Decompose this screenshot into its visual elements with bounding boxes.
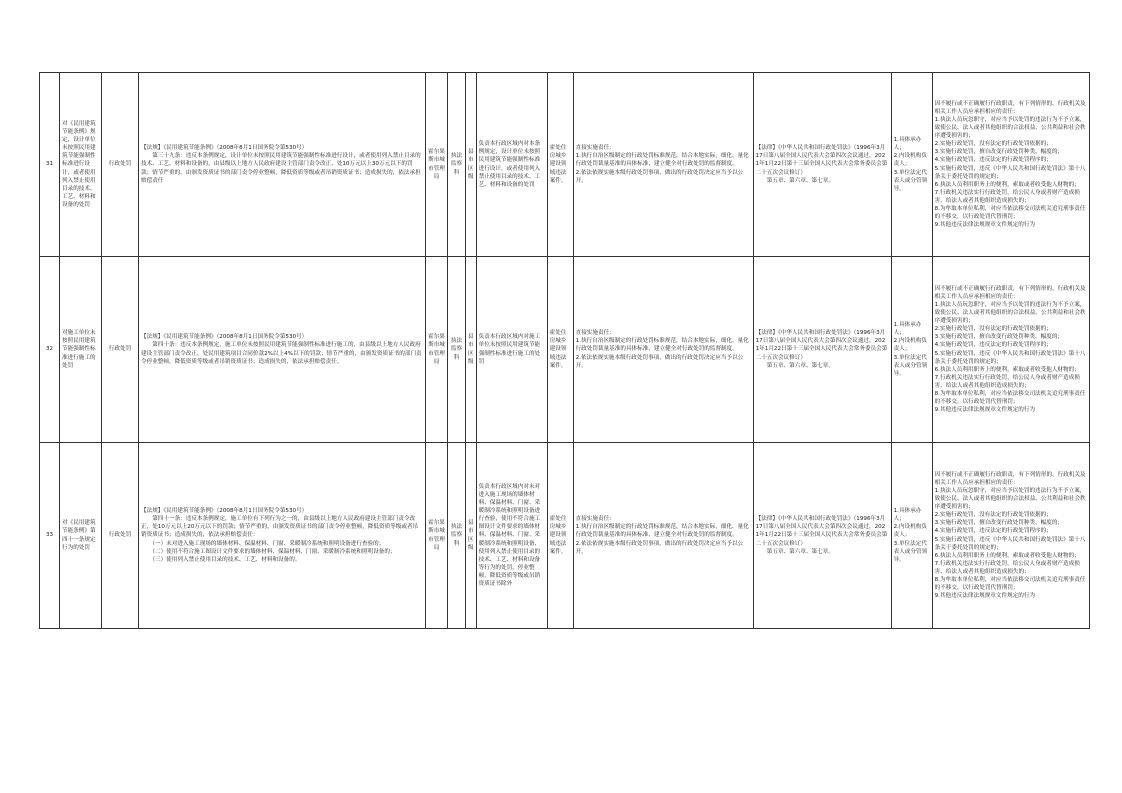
legal-basis: 【法规】《民用建筑节能条例》（2008年8月1日国务院令第530号） 第三十九条：违反本条例规定，设计单位未按照民用建筑节能强制性标准进行设计，或者使用列入禁止目录的技术、工艺、材料和设备的，由县级以上地方人民政府建设主管部门责令改正，处10万元以上30万元以下的罚款；情节严重的，由颁发资质证书的部门责令停业整顿，降低资质等级或者吊销资质证书；造成损失的，依法承担赔偿责任 — [139, 73, 426, 257]
item-type: 行政处罚 — [102, 257, 139, 443]
accountability: 因不履行或不正确履行行政职责，有下列情形的，行政机关及相关工作人员应承担相应的责任： 1.执法人员玩忽职守，对应当予以处罚的违法行为不予立案，致使公民、法人或者其他组织的合法权益、公共利益和社会秩序遭受损害的； 2.实施行政处罚，没有法定的行政处罚依据的； 3.实施行政处罚，擅自改变行政处罚种类、幅度的； 4.实施行政处罚，违反法定的行政处罚程序的； 5.实施行政处罚，违反《中华人民共和国行政处罚法》第十八条关于委托处罚的规定的； 6.执法人员利用职务上的便利，索取或者收受他人财物的； 7.行政机关违法实行行政处罚，给公民人身或者财产造成损害、给法人或者其他组织造成损失的； 8.为牟取本单位私利，对应当依法移交司法机关追究刑事责任的不移交，以行政处罚代替刑罚； 9.其他违反法律法规规章文件规定的行为 — [932, 443, 1089, 629]
accountability: 因不履行或不正确履行行政职责，有下列情形的，行政机关及相关工作人员应承担相应的责任： 1.执法人员玩忽职守，对应当予以处罚的违法行为不予立案，致使公民、法人或者其他组织的合法权益、公共利益和社会秩序遭受损害的； 2.实施行政处罚，没有法定的行政处罚依据的； 3.实施行政处罚，擅自改变行政处罚种类、幅度的； 4.实施行政处罚，违反法定的行政处罚程序的； 5.实施行政处罚，违反《中华人民共和国行政处罚法》第十八条关于委托处罚的规定的； 6.执法人员利用职务上的便利，索取或者收受他人财物的； 7.行政机关违法实行行政处罚，给公民人身或者财产造成损害、给法人或者其他组织造成损失的； 8.为牟取本单位私利，对应当依法移交司法机关追究刑事责任的不移交，以行政处罚代替刑罚； 9.其他违反法律法规规章文件规定的行为 — [932, 257, 1089, 443]
item-name: 对《民用建筑节能条例》规定，设计单位未按照民用建筑节能强制性标准进行设计，或者使用列入禁止使用目录的技术、工艺、材料和设备的处罚 — [60, 73, 102, 257]
law-reference: 【法律】《中华人民共和国行政处罚法》（1996年3月17日第八届全国人民代表大会第四次会议通过，2021年1月22日第十三届全国人民代表大会常务委员会第二十五次会议修订） 第五章、第六章、第七章。 — [753, 73, 891, 257]
item-type: 行政处罚 — [102, 443, 139, 629]
scope: 负责本行政区域内对未对进入施工现场的墙体材料、保温材料、门窗、采暖制冷系统和照明设备进行查验，使用不符合施工图设计文件要求的墙体材料、保温材料、门窗、采暖制冷系统和照明设备，使用列入禁止使用目录的技术、工艺、材料和设备等行为的处罚，停业整顿，降低资质等级或吊销资质证书除外 — [476, 443, 547, 629]
enforcement-subject: 执法监察科 — [448, 73, 466, 257]
responsible-persons: 1.具体承办人； 2.内设机构负责人； 3.单位法定代表人或分管领导。 — [891, 257, 932, 443]
law-reference: 【法律】《中华人民共和国行政处罚法》（1996年3月17日第八届全国人民代表大会第四次会议通过，2021年1月22日第十三届全国人民代表大会常务委员会第二十五次会议修订） 第五章、第六章、第七章。 — [753, 443, 891, 629]
handling-unit: 霍处住房城乡建设领域违法案件。 — [547, 257, 573, 443]
responsibility-table — [39, 72, 1090, 629]
enforcement-subject: 执法监察科 — [448, 443, 466, 629]
table-row — [40, 257, 1090, 443]
admin-level: 县市区级 — [466, 443, 477, 629]
legal-basis: 【法规】《民用建筑节能条例》（2008年8月1日国务院令第530号） 第四十一条：违反本条例规定，施工单位有下列行为之一的，由县级以上地方人民政府建设主管部门责令改正，处10万元以上20万元以下的罚款；情节严重的，由颁发资质证书的部门责令停业整顿，降低资质等级或者吊销资质证书；造成损失的，依法承担赔偿责任： （一）未对进入施工现场的墙体材料、保温材料、门窗、采暖制冷系统和照明设备进行查验的； （二）使用不符合施工图设计文件要求的墙体材料、保温材料、门窗、采暖制冷系统和照明设备的； （三）使用列入禁止使用目录的技术、工艺、材料和设备的。 — [139, 443, 426, 629]
admin-level: 县市区级 — [466, 73, 477, 257]
row-number: 31 — [40, 73, 60, 257]
row-number: 32 — [40, 257, 60, 443]
legal-basis: 【法规】《民用建筑节能条例》（2008年8月1日国务院令第530号） 第四十条：违反本条例规定，施工单位未按照民用建筑节能强制性标准进行施工的，由县级以上地方人民政府建设主管部门责令改正，处民用建筑项目合同价款2%以上4%以下的罚款；情节严重的，由颁发资质证书的部门责令停业整顿，降低资质等级或者吊销资质证书；造成损失的，依法承担赔偿责任。 — [139, 257, 426, 443]
responsible-persons: 1.具体承办人； 2.内设机构负责人； 3.单位法定代表人或分管领导。 — [891, 443, 932, 629]
table-row — [40, 443, 1090, 629]
duty: 直接实施责任： 1.执行自治区级制定的行政处罚标准规范，结合本地实际，细化、量化行政处罚裁量基准的具体标准，建立健全对行政处罚的监督制度。 2.依法依规实施本级行政处罚事项，做出的行政处罚决定应当予以公开。 — [573, 257, 753, 443]
enforcement-subject: 执法监察科 — [448, 257, 466, 443]
admin-level: 县市区级 — [466, 257, 477, 443]
row-number: 33 — [40, 443, 60, 629]
accountability: 因不履行或不正确履行行政职责，有下列情形的，行政机关及相关工作人员应承担相应的责任： 1.执法人员玩忽职守，对应当予以处罚的违法行为不予立案，致使公民、法人或者其他组织的合法权益、公共利益和社会秩序遭受损害的； 2.实施行政处罚，没有法定的行政处罚依据的； 3.实施行政处罚，擅自改变行政处罚种类、幅度的； 4.实施行政处罚，违反法定的行政处罚程序的； 5.实施行政处罚，违反《中华人民共和国行政处罚法》第十八条关于委托处罚的规定的； 6.执法人员利用职务上的便利，索取或者收受他人财物的； 7.行政机关违法实行行政处罚，给公民人身或者财产造成损害、给法人或者其他组织造成损失的； 8.为牟取本单位私利，对应当依法移交司法机关追究刑事责任的不移交，以行政处罚代替刑罚； 9.其他违反法律法规规章文件规定的行为 — [932, 73, 1089, 257]
department: 霍尔果斯市城市管理局 — [426, 257, 448, 443]
law-reference: 【法律】《中华人民共和国行政处罚法》（1996年3月17日第八届全国人民代表大会第四次会议通过，2021年1月22日第十三届全国人民代表大会常务委员会第二十五次会议修订） 第五章、第六章、第七章。 — [753, 257, 891, 443]
scope: 负责本行政区域内对本条例规定，设计单位未按照民用建筑节能强制性标准进行设计，或者使用列入禁止使用目录的技术、工艺、材料和设备的处罚 — [476, 73, 547, 257]
table-row — [40, 73, 1090, 257]
duty: 直接实施责任： 1.执行自治区级制定的行政处罚标准规范，结合本地实际，细化、量化行政处罚裁量基准的具体标准，建立健全对行政处罚的监督制度。 2.依法依规实施本级行政处罚事项，做出的行政处罚决定应当予以公开。 — [573, 73, 753, 257]
department: 霍尔果斯市城市管理局 — [426, 443, 448, 629]
scope: 负责本行政区域内对施工单位未按照民用建筑节能强制性标准进行施工的处罚 — [476, 257, 547, 443]
duty: 直接实施责任： 1.执行自治区级制定的行政处罚标准规范，结合本地实际，细化、量化行政处罚裁量基准的具体标准，建立健全对行政处罚的监督制度。 2.依法依规实施本级行政处罚事项，做出的行政处罚决定应当予以公开。 — [573, 443, 753, 629]
handling-unit: 霍处住房城乡建设领域违法案件。 — [547, 443, 573, 629]
item-name: 对《民用建筑节能条例》第四十一条规定行为的处罚 — [60, 443, 102, 629]
item-type: 行政处罚 — [102, 73, 139, 257]
responsible-persons: 1.具体承办人； 2.内设机构负责人； 3.单位法定代表人或分管领导。 — [891, 73, 932, 257]
handling-unit: 霍处住房城乡建设领域违法案件。 — [547, 73, 573, 257]
item-name: 对施工单位未按照民用建筑节能强制性标准进行施工的处罚 — [60, 257, 102, 443]
department: 霍尔果斯市城市管理局 — [426, 73, 448, 257]
